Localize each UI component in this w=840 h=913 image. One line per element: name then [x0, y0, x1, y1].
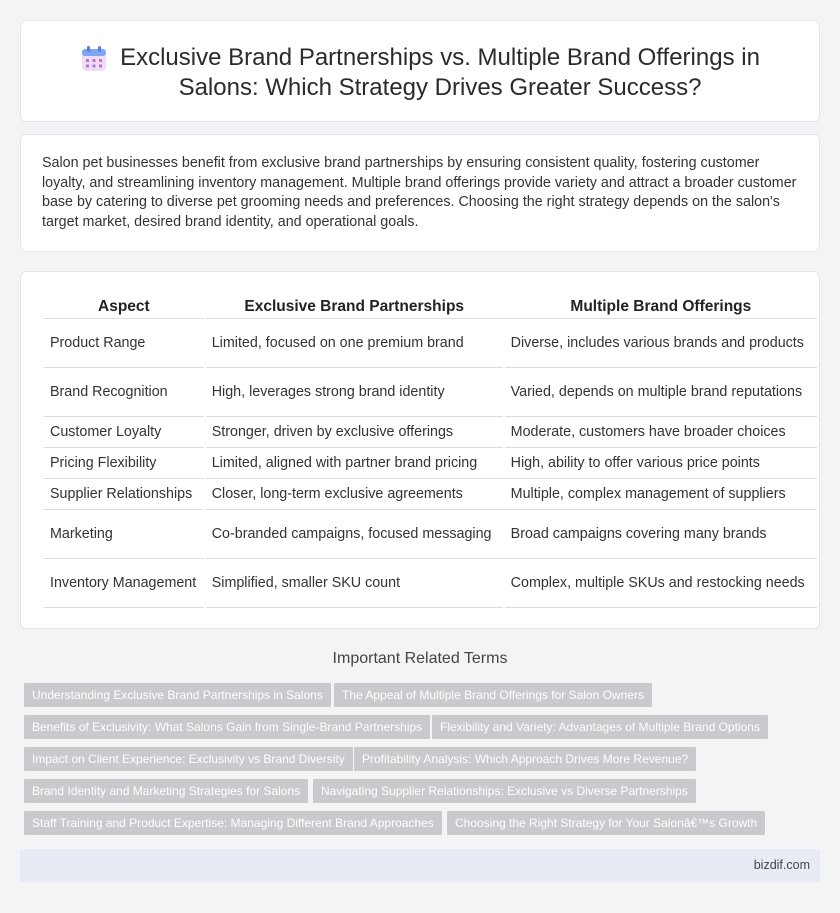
table-cell: Supplier Relationships [44, 479, 204, 510]
table-cell: High, ability to offer various price points [505, 448, 817, 479]
title-card [20, 20, 820, 122]
table-cell: Limited, aligned with partner brand pricing [206, 448, 503, 479]
table-cell: Broad campaigns covering many brands [505, 510, 817, 559]
intro-text: Salon pet businesses benefit from exclusive brand partnerships by ensuring consistent quality, fostering customer loyalty, and streamlining inventory management. Multiple brand offerings provide variety and attract a broader customer base by catering to diverse pet grooming needs and preferences. Choosing the right strategy depends on the salon's target market, desired brand identity, and operational goals. [42, 155, 797, 230]
table-cell: Diverse, includes various brands and products [505, 319, 817, 368]
table-cell: Multiple, complex management of suppliers [505, 479, 817, 510]
related-term-link[interactable]: Navigating Supplier Relationships: Exclusive vs Diverse Partnerships [313, 779, 696, 803]
table-cell: Pricing Flexibility [44, 448, 204, 479]
table-row [44, 319, 817, 368]
table-cell: Brand Recognition [44, 368, 204, 417]
related-term-link[interactable]: Understanding Exclusive Brand Partnerships in Salons [24, 683, 331, 707]
table-cell: Closer, long-term exclusive agreements [206, 479, 503, 510]
table-cell: Limited, focused on one premium brand [206, 319, 503, 368]
table-row [44, 510, 817, 559]
table-cell: Moderate, customers have broader choices [505, 417, 817, 448]
intro-card [20, 134, 820, 252]
table-cell: Marketing [44, 510, 204, 559]
related-term-link[interactable]: Brand Identity and Marketing Strategies for Salons [24, 779, 308, 803]
related-term-link[interactable]: Profitability Analysis: Which Approach Drives More Revenue? [354, 747, 696, 771]
table-cell: High, leverages strong brand identity [206, 368, 503, 417]
related-terms-title: Important Related Terms [332, 650, 508, 667]
table-row [44, 417, 817, 448]
site-name[interactable]: bizdif.com [753, 858, 810, 872]
table-cell: Stronger, driven by exclusive offerings [206, 417, 503, 448]
table-cell: Product Range [44, 319, 204, 368]
table-cell: Inventory Management [44, 559, 204, 608]
footer [20, 849, 820, 882]
related-term-link[interactable]: Flexibility and Variety: Advantages of Multiple Brand Options [432, 715, 768, 739]
header-exclusive: Exclusive Brand Partnerships [206, 290, 503, 319]
table-header-row [44, 290, 817, 319]
table-cell: Customer Loyalty [44, 417, 204, 448]
related-term-link[interactable]: The Appeal of Multiple Brand Offerings for Salon Owners [334, 683, 652, 707]
comparison-card [20, 271, 820, 629]
table-row [44, 448, 817, 479]
table-row [44, 479, 817, 510]
header-multiple: Multiple Brand Offerings [505, 290, 817, 319]
table-row [44, 368, 817, 417]
page-title: Exclusive Brand Partnerships vs. Multiple Brand Offerings in Salons: Which Strategy Drives Greater Success? [120, 44, 760, 101]
table-cell: Co-branded campaigns, focused messaging [206, 510, 503, 559]
related-term-link[interactable]: Staff Training and Product Expertise: Managing Different Brand Approaches [24, 811, 442, 835]
header-aspect: Aspect [44, 290, 204, 319]
table-row [44, 559, 817, 608]
table-cell: Varied, depends on multiple brand reputations [505, 368, 817, 417]
table-cell: Simplified, smaller SKU count [206, 559, 503, 608]
related-term-link[interactable]: Impact on Client Experience: Exclusivity vs Brand Diversity [24, 747, 353, 771]
related-term-link[interactable]: Benefits of Exclusivity: What Salons Gain from Single-Brand Partnerships [24, 715, 430, 739]
table-cell: Complex, multiple SKUs and restocking needs [505, 559, 817, 608]
related-term-link[interactable]: Choosing the Right Strategy for Your Salonâ€™s Growth [447, 811, 765, 835]
comparison-table [42, 290, 819, 608]
